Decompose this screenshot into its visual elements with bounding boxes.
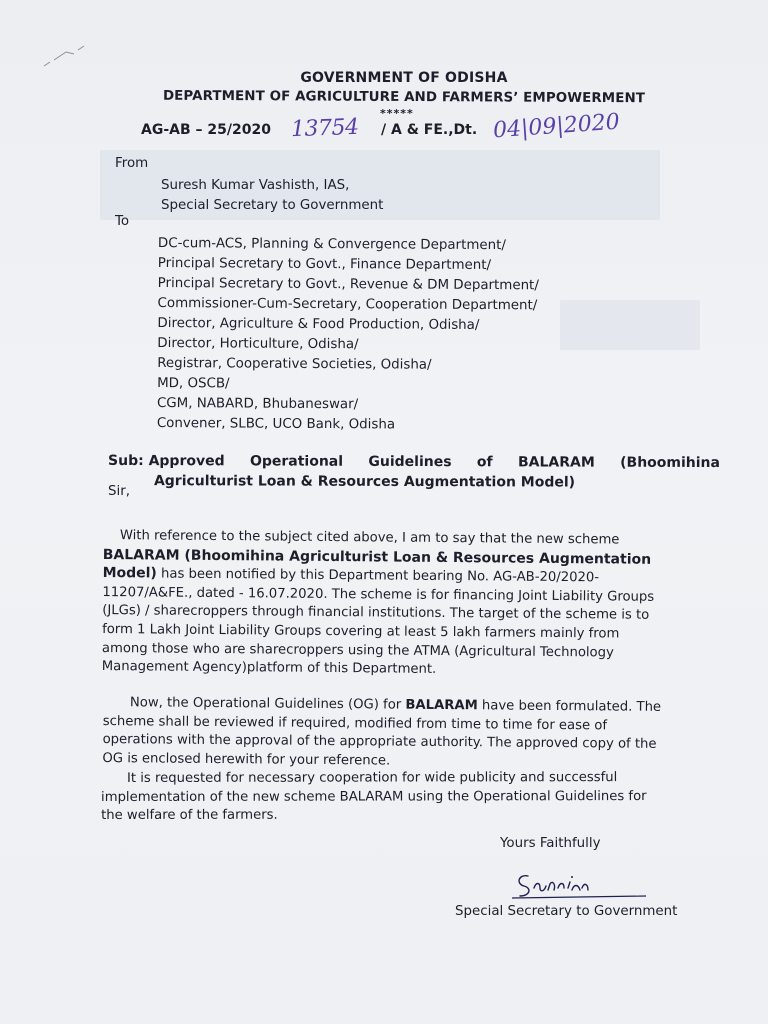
subject-word: Sub: Approved xyxy=(108,452,225,470)
paragraph-3 xyxy=(101,769,647,826)
reference-line xyxy=(141,109,661,148)
sender-designation: Special Secretary to Government xyxy=(161,198,384,213)
recipient-item: Principal Secretary to Govt., Finance Department/ xyxy=(157,255,492,274)
recipient-item: Director, Agriculture & Food Production, Odisha/ xyxy=(157,315,480,333)
handwritten-date: 04|09|2020 xyxy=(492,109,621,144)
corner-scribble xyxy=(40,42,90,72)
para3-line: It is requested for necessary cooperation for wide publicity and successful xyxy=(127,770,618,786)
handwritten-letter-number: 13754 xyxy=(290,114,359,143)
para1-line: among those who are sharecroppers using the ATMA (Agricultural Technology xyxy=(101,640,614,661)
recipient-item: CGM, NABARD, Bhubaneswar/ xyxy=(156,395,359,413)
signatory-designation: Special Secretary to Government xyxy=(455,904,678,919)
para2-text: have been formulated. The xyxy=(477,698,662,715)
para3-line: the welfare of the farmers. xyxy=(101,807,278,824)
para1-line-scheme-name: BALARAM (Bhoomihina Agriculturist Loan & Resources Augmentation xyxy=(102,546,652,568)
recipient-item: Director, Horticulture, Odisha/ xyxy=(157,335,359,353)
para2-line: operations with the approval of the appropriate authority. The approved copy of the xyxy=(102,732,657,753)
para2-line: OG is enclosed herewith for your reference. xyxy=(102,750,391,769)
scheme-name-bold: BALARAM xyxy=(405,697,478,714)
recipient-item: Commissioner-Cum-Secretary, Cooperation Department/ xyxy=(157,295,538,314)
reference-number: AG-AB – 25/2020 xyxy=(141,122,271,138)
para3-line: implementation of the new scheme BALARAM using the Operational Guidelines for xyxy=(101,788,647,805)
subject-word: BALARAM xyxy=(517,454,595,471)
subject-block xyxy=(108,451,720,493)
para1-line: 11207/A&FE., dated - 16.07.2020. The scheme is for financing Joint Liability Groups xyxy=(102,584,655,605)
bleed-through-shadow xyxy=(560,300,700,350)
para1-line: form 1 Lakh Joint Liability Groups covering at least 5 lakh farmers mainly from xyxy=(102,621,620,642)
department-title: DEPARTMENT OF AGRICULTURE AND FARMERS’ EMPOWERMENT xyxy=(162,88,646,107)
recipient-item: DC-cum-ACS, Planning & Convergence Department/ xyxy=(157,235,506,254)
recipient-item: MD, OSCB/ xyxy=(157,375,230,392)
subject-word: (Bhoomihina xyxy=(620,454,721,472)
closing-yours-faithfully: Yours Faithfully xyxy=(500,836,601,851)
recipient-item: Principal Secretary to Govt., Revenue & DM Department/ xyxy=(157,275,539,294)
para2-text: Now, the Operational Guidelines (OG) for xyxy=(129,695,406,713)
subject-line-2: Agriculturist Loan & Resources Augmentation Model) xyxy=(153,473,576,491)
reference-dept-suffix: / A & FE.,Dt. xyxy=(381,122,478,138)
para1-line: With reference to the subject cited above, I am to say that the new scheme xyxy=(119,528,620,548)
sender-name: Suresh Kumar Vashisth, IAS, xyxy=(161,178,350,193)
paragraph-2 xyxy=(102,694,661,773)
from-label: From xyxy=(115,156,149,171)
scheme-name-suffix: Model) xyxy=(102,565,157,582)
handwritten-signature xyxy=(510,866,650,906)
subject-line-1 xyxy=(108,451,720,473)
para1-line: Management Agency)platform of this Department. xyxy=(101,659,437,678)
subject-word: of xyxy=(476,454,493,471)
header-stars: ***** xyxy=(380,107,414,120)
recipient-item: Registrar, Cooperative Societies, Odisha/ xyxy=(157,355,432,373)
sender-block xyxy=(161,176,383,216)
recipient-list xyxy=(157,234,539,436)
para1-text: has been notified by this Department bearing No. AG-AB-20/2020- xyxy=(156,566,600,586)
org-title: GOVERNMENT OF ODISHA xyxy=(300,70,508,86)
para1-line: (JLGs) / sharecroppers through financial institutions. The target of the scheme is to xyxy=(102,603,650,624)
to-label: To xyxy=(115,214,130,229)
salutation: Sir, xyxy=(108,484,130,499)
para2-line: scheme shall be reviewed if required, modified from time to time for ease of xyxy=(102,713,608,733)
recipient-item: Convener, SLBC, UCO Bank, Odisha xyxy=(156,415,396,433)
subject-word: Operational xyxy=(249,453,344,470)
paragraph-1 xyxy=(102,527,655,682)
subject-word: Guidelines xyxy=(368,453,452,471)
